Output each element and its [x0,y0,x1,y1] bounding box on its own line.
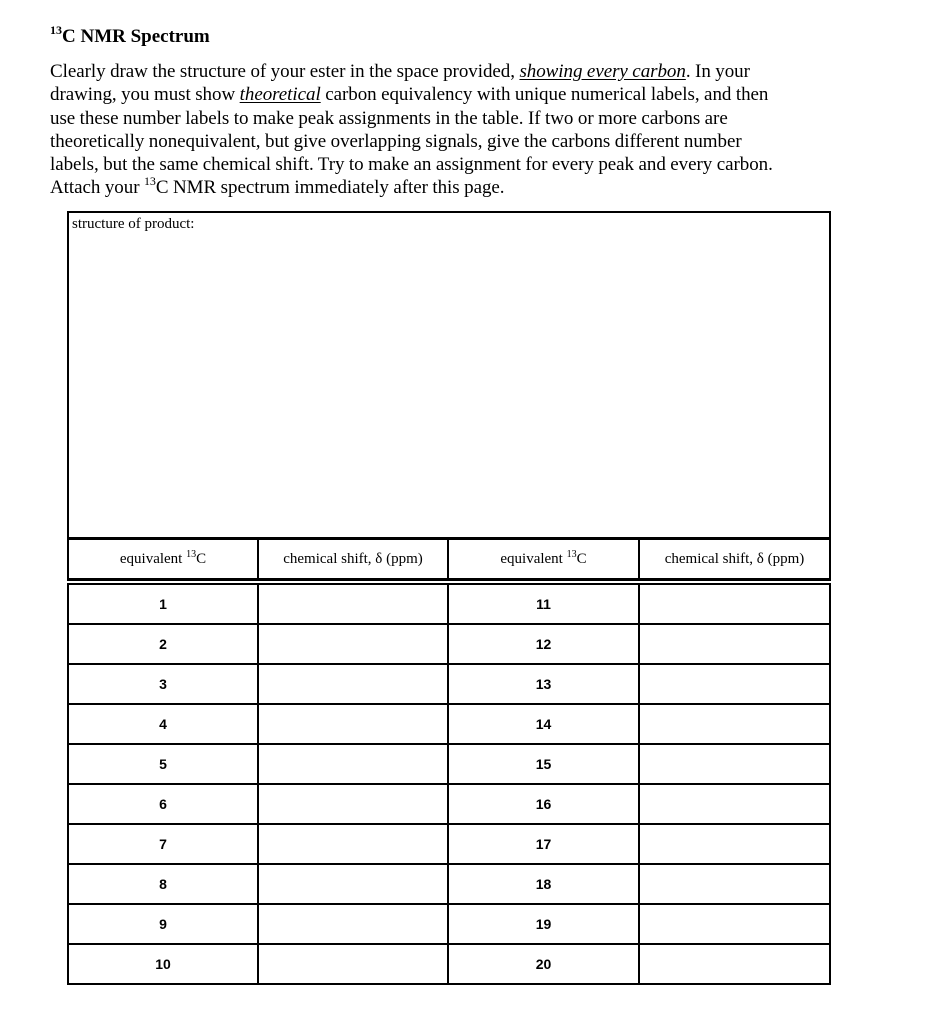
carbon-label-cell: 18 [448,864,639,904]
chemical-shift-entry-cell[interactable] [639,824,830,864]
chemical-shift-entry-cell[interactable] [639,624,830,664]
table-body [68,580,830,985]
chemical-shift-entry-cell[interactable] [639,864,830,904]
chemical-shift-entry-cell[interactable] [639,944,830,984]
structure-label: structure of product: [72,216,195,232]
carbon-label-cell: 17 [448,824,639,864]
header-equivalent-carbon-right: equivalent $^{13}$C [448,539,639,580]
page-title [50,22,210,49]
title-text: C NMR Spectrum [62,26,210,47]
carbon-label-cell: 13 [448,664,639,704]
carbon-label-cell: 8 [68,864,258,904]
instructions-paragraph [50,60,850,200]
table-row [68,584,830,624]
carbon-label-cell: 6 [68,784,258,824]
carbon-label-cell: 20 [448,944,639,984]
instruction-line-1: Clearly draw the structure of your ester in the space provided, showing every carbon. In your [50,61,750,82]
header-chemical-shift-right: chemical shift, δ (ppm) [639,539,830,580]
header-equivalent-carbon-left: equivalent $^{13}$C [68,539,258,580]
chemical-shift-entry-cell[interactable] [258,904,448,944]
structure-drawing-box[interactable] [67,211,831,540]
chemical-shift-entry-cell[interactable] [258,664,448,704]
chemical-shift-entry-cell[interactable] [639,744,830,784]
carbon-label-cell: 3 [68,664,258,704]
title-superscript: 13 [50,22,62,37]
chemical-shift-entry-cell[interactable] [258,784,448,824]
chemical-shift-entry-cell[interactable] [639,904,830,944]
chemical-shift-entry-cell[interactable] [639,584,830,624]
instruction-line-3: use these number labels to make peak assignments in the table. If two or more carbons are [50,107,728,129]
table-row [68,824,830,864]
header-chemical-shift-left: chemical shift, δ (ppm) [258,539,448,580]
chemical-shift-entry-cell[interactable] [258,864,448,904]
instruction-line-4: theoretically nonequivalent, but give overlapping signals, give the carbons different number [50,130,742,152]
instruction-line-6: Attach your $^{13}$C NMR spectrum immediately after this page. [50,174,505,199]
table-row [68,744,830,784]
carbon-label-cell: 7 [68,824,258,864]
table-row [68,784,830,824]
chemical-shift-entry-cell[interactable] [258,744,448,784]
carbon-label-cell: 14 [448,704,639,744]
table-header-row [68,539,830,580]
chemical-shift-entry-cell[interactable] [639,664,830,704]
carbon-label-cell: 12 [448,624,639,664]
table-row [68,664,830,704]
instruction-line-5: labels, but the same chemical shift. Try to make an assignment for every peak and every carbon. [50,154,773,176]
carbon-label-cell: 9 [68,904,258,944]
carbon-label-cell: 1 [68,584,258,624]
emphasis-theoretical: theoretical [239,84,321,106]
table-row [68,624,830,664]
chemical-shift-entry-cell[interactable] [639,704,830,744]
carbon-label-cell: 2 [68,624,258,664]
chemical-shift-entry-cell[interactable] [258,624,448,664]
chemical-shift-entry-cell[interactable] [258,824,448,864]
carbon-label-cell: 5 [68,744,258,784]
instruction-line-2: drawing, you must show theoretical carbon equivalency with unique numerical labels, and then [50,84,769,106]
table-row [68,944,830,984]
table-row [68,904,830,944]
emphasis-showing-every-carbon: showing every carbon [519,61,686,82]
carbon-label-cell: 11 [448,584,639,624]
table-row [68,704,830,744]
peak-assignment-table [67,538,831,985]
carbon-label-cell: 16 [448,784,639,824]
carbon-label-cell: 4 [68,704,258,744]
carbon-label-cell: 19 [448,904,639,944]
chemical-shift-entry-cell[interactable] [258,944,448,984]
table-row [68,864,830,904]
chemical-shift-entry-cell[interactable] [639,784,830,824]
carbon-label-cell: 15 [448,744,639,784]
carbon-label-cell: 10 [68,944,258,984]
chemical-shift-entry-cell[interactable] [258,704,448,744]
chemical-shift-entry-cell[interactable] [258,584,448,624]
